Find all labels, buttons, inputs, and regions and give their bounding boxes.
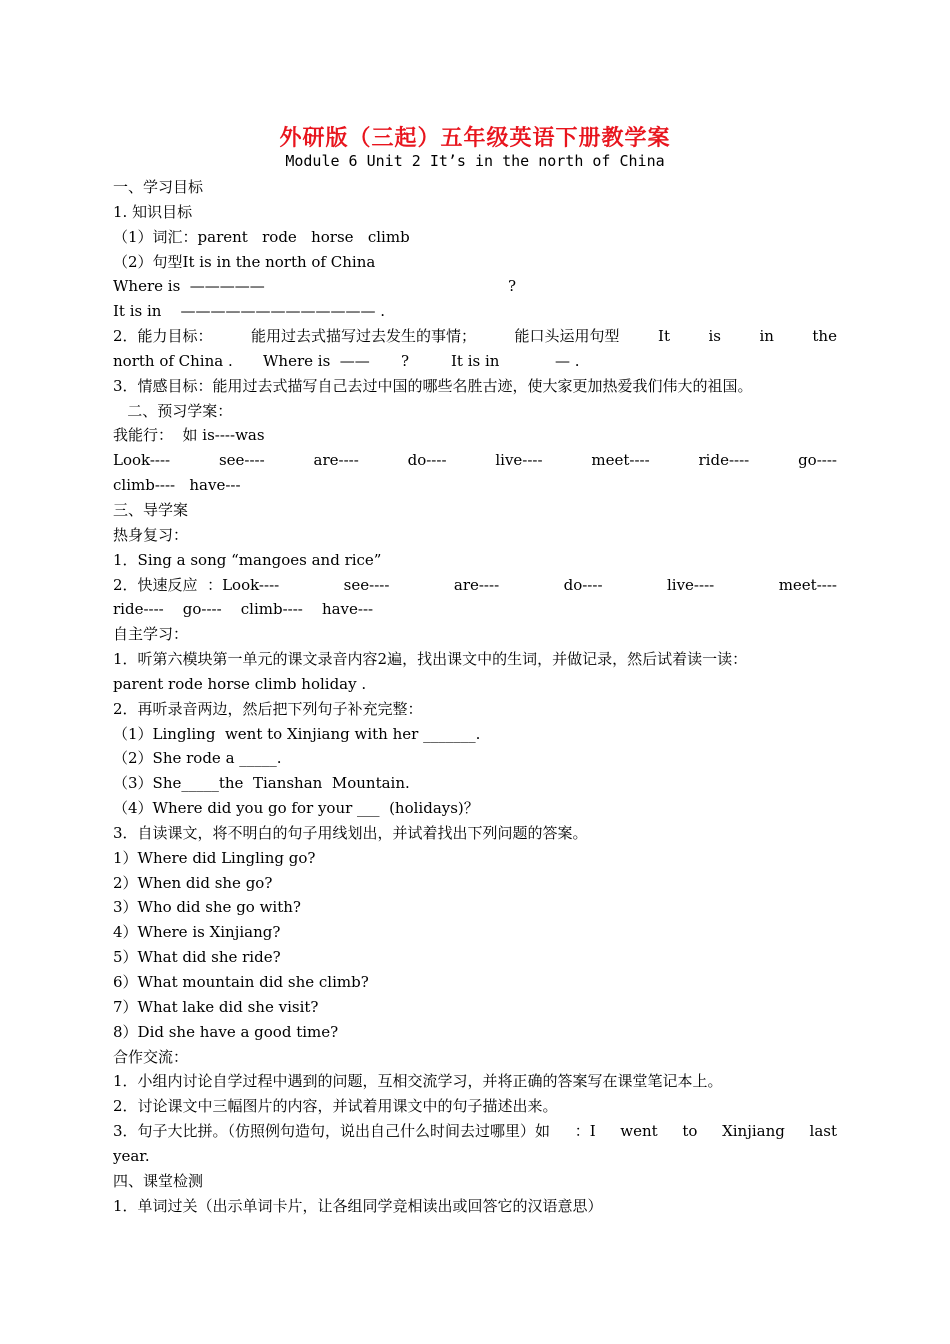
text-line: 2）When did she go? <box>113 873 273 892</box>
text-segment: do---- <box>563 575 603 594</box>
text-line: climb---- have--- <box>113 476 241 495</box>
text-segment: see---- <box>218 451 265 470</box>
text-line: 6）What mountain did she climb? <box>113 973 369 991</box>
document-title: 外研版（三起）五年级英语下册教学案 <box>279 125 671 151</box>
text-segment: 2．快速反应 ：Look---- <box>113 575 280 594</box>
text-line: 7）What lake did she visit? <box>113 997 319 1016</box>
text-line <box>113 573 837 598</box>
text-segment: meet---- <box>778 575 837 594</box>
text-segment: do---- <box>407 451 447 470</box>
text-segment: last <box>809 1122 837 1141</box>
text-line <box>113 274 837 299</box>
text-segment: It <box>658 327 670 346</box>
text-segment: go---- <box>798 451 837 470</box>
text-segment: the <box>812 327 837 346</box>
text-line: （4）Where did you go for your ___ (holidays)？ <box>113 799 479 818</box>
text-line: （1）词汇：parent rode horse climb <box>113 227 410 246</box>
text-line <box>113 324 837 349</box>
text-segment: Where is —— <box>263 351 370 370</box>
text-segment: in <box>759 327 774 346</box>
text-segment: Where is ————— <box>113 277 265 296</box>
text-segment: ride---- <box>698 451 750 470</box>
text-segment: north of China . <box>113 351 233 370</box>
text-line <box>113 448 837 473</box>
text-line: 四、课堂检测 <box>113 1171 204 1190</box>
text-line <box>113 349 837 374</box>
text-line: ride---- go---- climb---- have--- <box>113 600 374 619</box>
text-segment: are---- <box>453 575 500 594</box>
text-line: 3．自读课文，将不明白的句子用线划出，并试着找出下列问题的答案。 <box>113 823 588 842</box>
text-segment: ? <box>508 277 517 296</box>
text-line: 1．听第六模块第一单元的课文录音内容2遍，找出课文中的生词，并做记录，然后试着读一读： <box>113 650 748 669</box>
text-segment: 能用过去式描写过去发生的事情； <box>251 327 477 346</box>
text-line: 一、学习目标 <box>113 178 204 196</box>
text-line: 我能行： 如 is----was <box>113 426 265 445</box>
text-line: 1．Sing a song “mangoes and rice” <box>113 550 382 569</box>
text-segment: to <box>682 1122 698 1141</box>
text-segment: ：I <box>574 1122 596 1141</box>
text-line: （2）句型It is in the north of China <box>113 252 376 271</box>
text-line: （3）She_____the Tianshan Mountain. <box>113 774 410 793</box>
text-line: 合作交流： <box>113 1047 189 1066</box>
text-line: It is in ————————————— . <box>113 302 386 321</box>
text-line: 5）What did she ride? <box>113 948 281 967</box>
text-segment: live---- <box>495 451 543 470</box>
text-segment: 能口头运用句型 <box>514 327 620 346</box>
text-segment: are---- <box>313 451 359 470</box>
text-segment: see---- <box>343 575 390 594</box>
text-line: 热身复习： <box>113 525 189 544</box>
text-line: （2）She rode a _____. <box>113 749 282 768</box>
text-line <box>113 1119 837 1144</box>
text-segment: live---- <box>666 575 715 594</box>
text-line: 1．单词过关（出示单词卡片，让各组同学竞相读出或回答它的汉语意思） <box>113 1196 603 1215</box>
text-segment: It is in <box>451 351 500 370</box>
text-segment: Xinjiang <box>722 1122 785 1141</box>
text-line: 2．讨论课文中三幅图片的内容，并试着用课文中的句子描述出来。 <box>113 1097 558 1116</box>
text-line: 三、导学案 <box>113 500 189 519</box>
text-segment: — . <box>555 351 580 370</box>
text-line: 4）Where is Xinjiang? <box>113 923 281 942</box>
text-line: parent rode horse climb holiday . <box>113 674 367 693</box>
text-line: 1．小组内讨论自学过程中遇到的问题，互相交流学习，并将正确的答案写在课堂笔记本上。 <box>113 1072 723 1091</box>
text-line: 1）Where did Lingling go? <box>113 848 316 867</box>
text-line: 1. 知识目标 <box>113 202 193 221</box>
text-line: 3．情感目标：能用过去式描写自己去过中国的哪些名胜古迹，使大家更加热爱我们伟大的祖国。 <box>113 376 753 395</box>
document-subtitle: Module 6 Unit 2 It’s in the north of China <box>285 152 665 170</box>
text-segment: ? <box>401 351 410 370</box>
text-line: （1）Lingling went to Xinjiang with her _______. <box>113 724 481 743</box>
text-segment: meet---- <box>591 451 650 470</box>
text-line: 8）Did she have a good time? <box>113 1022 339 1041</box>
text-segment: 3．句子大比拼。（仿照例句造句，说出自己什么时间去过哪里）如 <box>113 1122 551 1141</box>
text-segment: 2．能力目标： <box>113 327 213 346</box>
text-line: 自主学习： <box>113 625 189 644</box>
text-line: 二、预习学案： <box>113 401 233 420</box>
text-segment: went <box>620 1122 658 1141</box>
text-line: 3）Who did she go with? <box>113 898 301 917</box>
text-segment: is <box>708 327 721 346</box>
text-line: year. <box>113 1146 150 1165</box>
text-line: 2．再听录音两边，然后把下列句子补充完整： <box>113 699 423 718</box>
text-segment: Look---- <box>113 451 171 470</box>
document-body <box>113 175 837 1218</box>
